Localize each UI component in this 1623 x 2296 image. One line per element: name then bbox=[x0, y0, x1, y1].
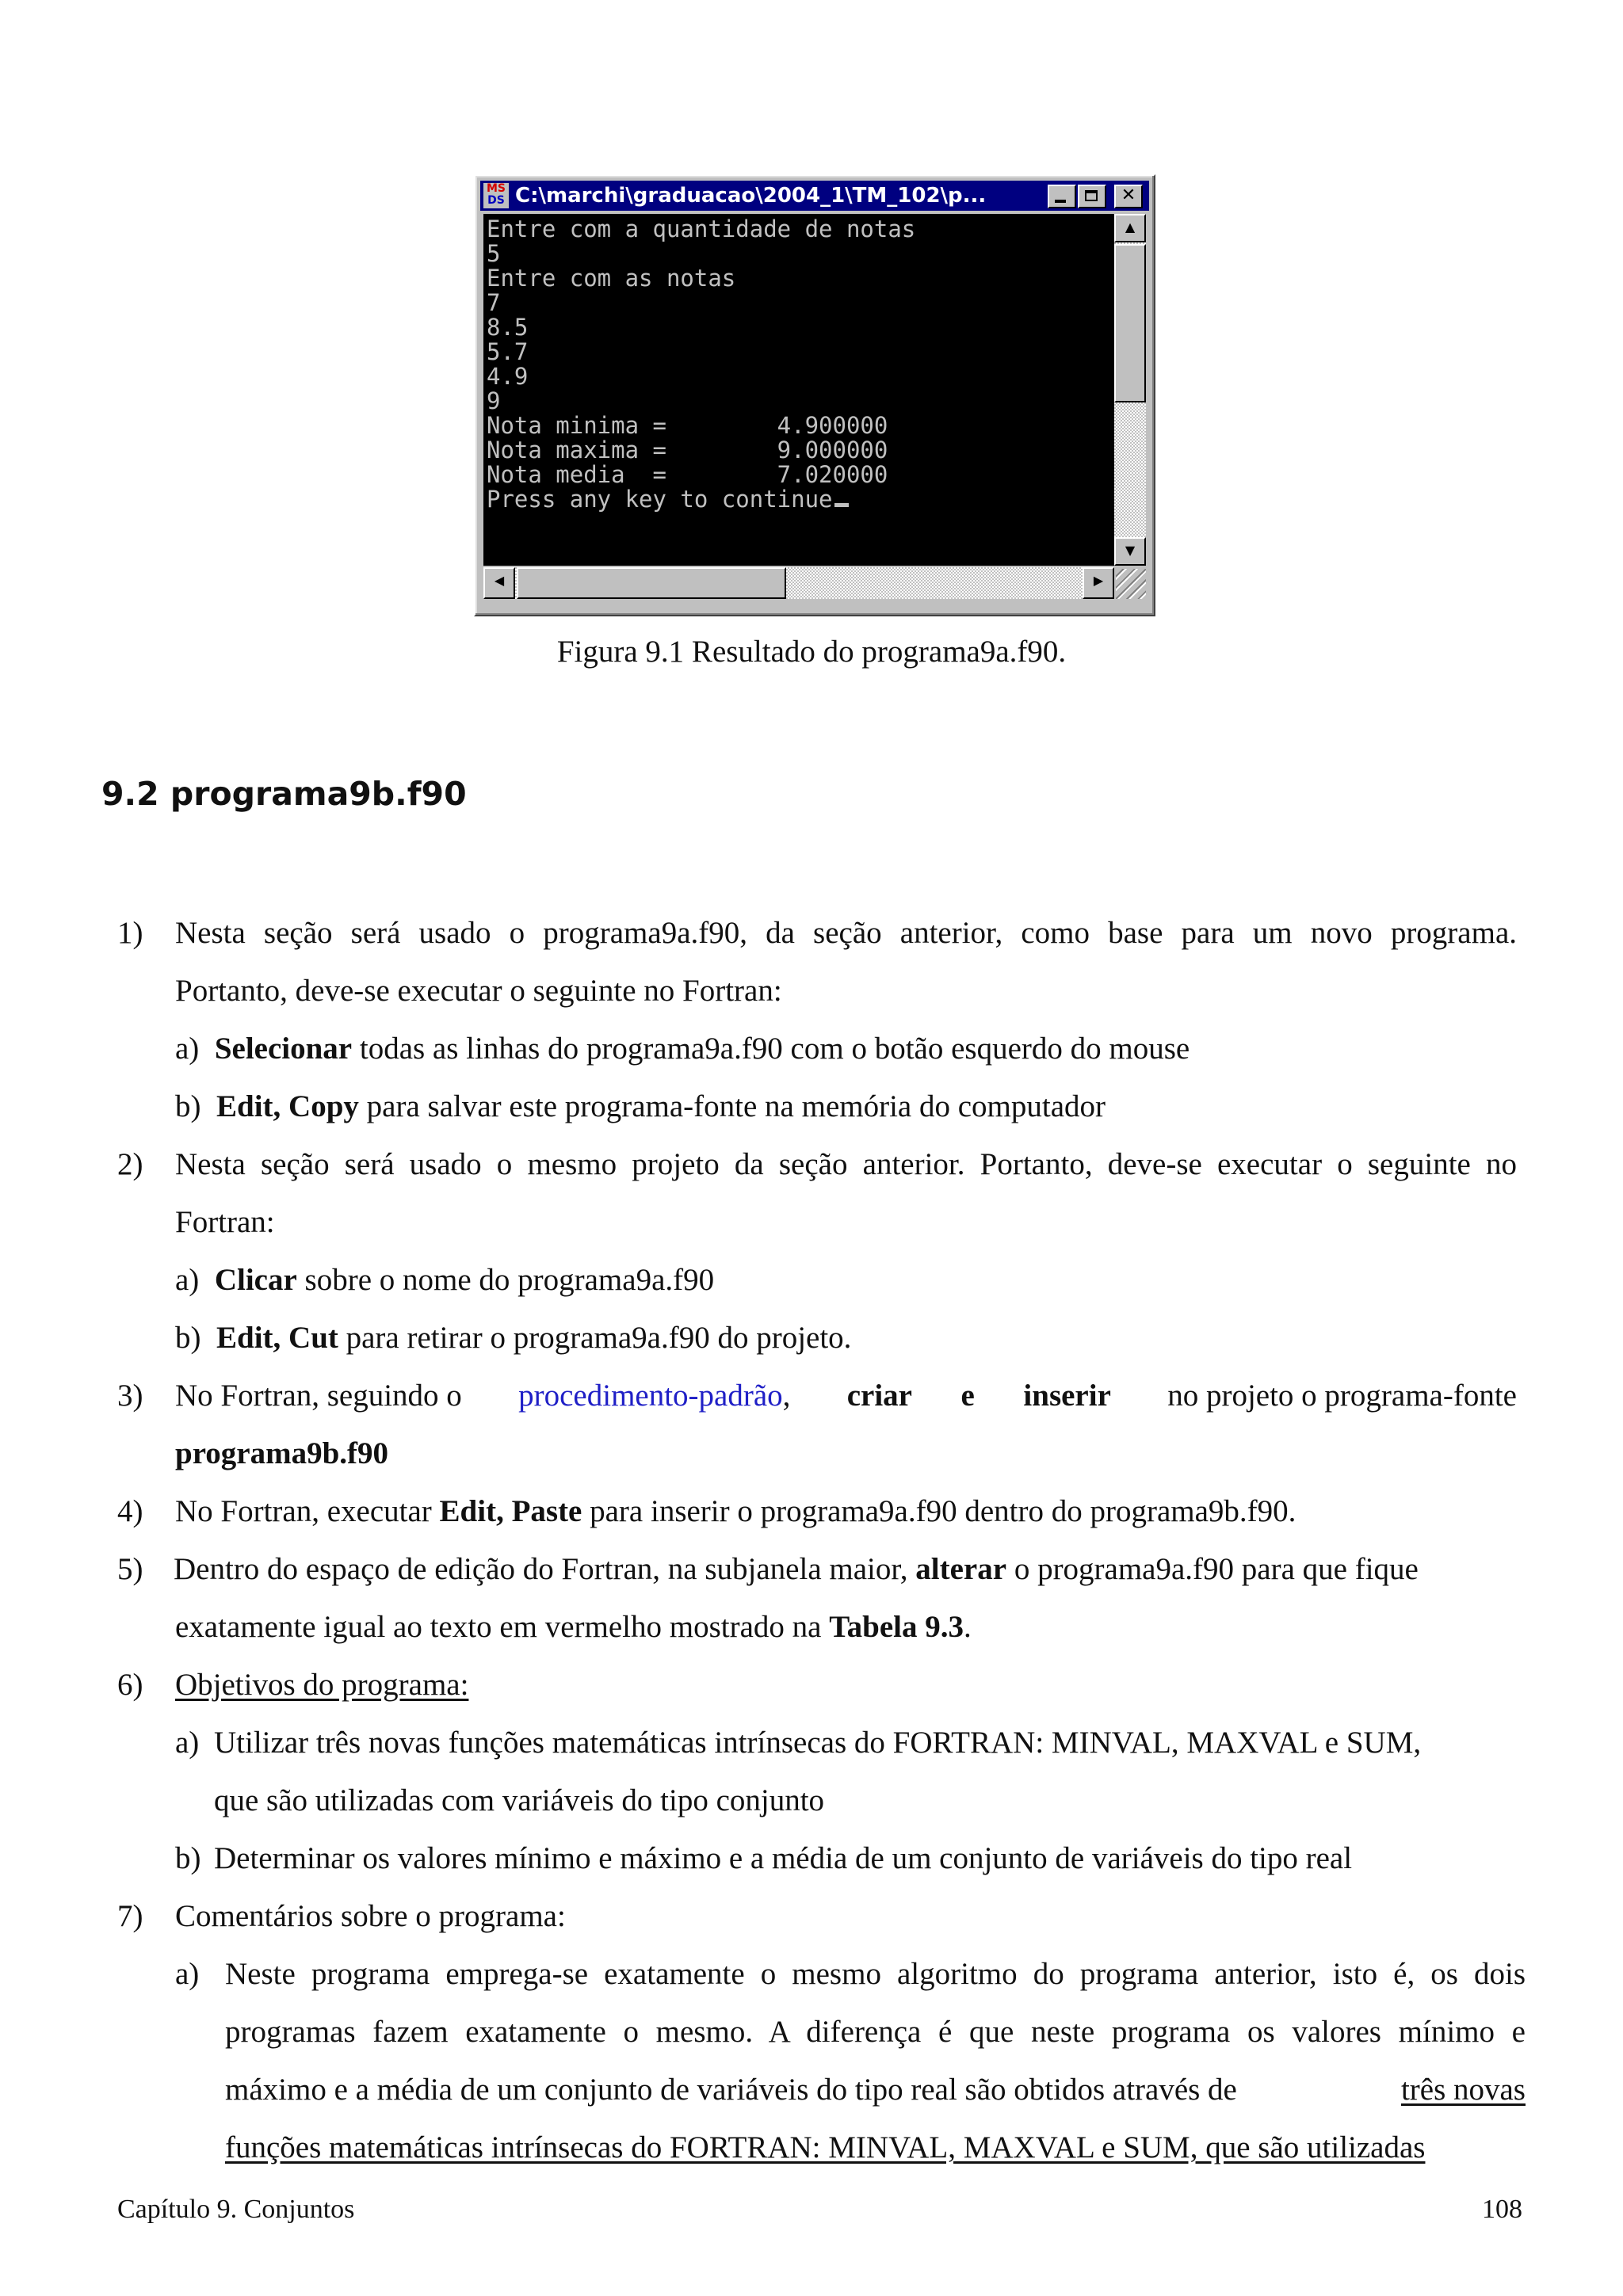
console-line: 8.5 bbox=[487, 314, 529, 341]
paragraph-line: Nesta seção será usado o programa9a.f90, da seção anterior, como base para um novo programa. bbox=[175, 916, 1517, 950]
paragraph-line bbox=[175, 1377, 1517, 1415]
paragraph-line bbox=[175, 1608, 972, 1646]
sub-item-label: a) bbox=[175, 1032, 200, 1066]
scroll-left-button[interactable] bbox=[483, 567, 515, 599]
text-run: . bbox=[964, 1610, 972, 1644]
console-line: 9 bbox=[487, 387, 501, 414]
section-heading: 9.2 programa9b.f90 bbox=[101, 775, 467, 813]
bold-term: Clicar bbox=[214, 1263, 297, 1297]
maximize-button[interactable] bbox=[1078, 185, 1106, 208]
window-title: C:\marchi\graduacao\2004_1\TM_102\p... bbox=[515, 184, 987, 208]
text-cursor bbox=[834, 503, 849, 507]
console-window-screenshot bbox=[474, 174, 1155, 616]
console-line: Nota media = 7.020000 bbox=[487, 461, 888, 488]
item-number: 7) bbox=[117, 1899, 143, 1933]
sub-item-label: a) bbox=[175, 1263, 200, 1297]
footer-chapter: Capítulo 9. Conjuntos bbox=[117, 2195, 355, 2224]
bold-term: alterar bbox=[915, 1552, 1007, 1586]
paragraph-line: programas fazem exatamente o mesmo. A diferença é que neste programa os valores mínimo e bbox=[225, 2015, 1526, 2049]
procedimento-padrao-link[interactable]: procedimento-padrão bbox=[518, 1379, 783, 1413]
scroll-right-button[interactable] bbox=[1083, 567, 1114, 599]
console-line: 7 bbox=[487, 289, 501, 316]
vertical-scrollbar[interactable] bbox=[1114, 214, 1146, 566]
maximize-icon bbox=[1085, 190, 1098, 201]
console-line: Entre com a quantidade de notas bbox=[487, 215, 916, 242]
sub-item bbox=[175, 1319, 851, 1357]
bold-term: criar bbox=[846, 1379, 912, 1413]
minimize-button[interactable] bbox=[1048, 185, 1076, 208]
paragraph-line bbox=[174, 1550, 1419, 1589]
text-run: No Fortran, executar bbox=[175, 1494, 440, 1528]
sub-item bbox=[175, 1261, 714, 1299]
scroll-up-button[interactable] bbox=[1114, 214, 1146, 242]
text-run: exatamente igual ao texto em vermelho mostrado na bbox=[175, 1610, 830, 1644]
bold-term: inserir bbox=[1023, 1379, 1111, 1413]
text-run: , bbox=[782, 1379, 799, 1413]
resize-grip-icon[interactable] bbox=[1116, 569, 1146, 599]
sub-item bbox=[175, 1088, 1106, 1126]
console-line: Entre com as notas bbox=[487, 265, 736, 292]
text-run: o programa9a.f90 para que fique bbox=[1006, 1552, 1419, 1586]
paragraph-line bbox=[175, 1435, 388, 1473]
underlined-text: funções matemáticas intrínsecas do FORTRAN: MINVAL, MAXVAL e SUM, que são utilizadas bbox=[225, 2130, 1426, 2164]
figure-caption: Figura 9.1 Resultado do programa9a.f90. bbox=[556, 635, 1067, 669]
paragraph-line: que são utilizadas com variáveis do tipo conjunto bbox=[214, 1783, 825, 1817]
paragraph-line bbox=[175, 1493, 1296, 1531]
bold-term: Edit, Cut bbox=[216, 1321, 338, 1355]
sub-item-label: a) bbox=[175, 1957, 200, 1991]
text-run-group bbox=[518, 1377, 798, 1415]
sub-item-label: b) bbox=[175, 1089, 201, 1123]
item-number: 3) bbox=[117, 1379, 143, 1413]
vertical-scroll-thumb[interactable] bbox=[1114, 244, 1146, 402]
scroll-down-button[interactable] bbox=[1114, 537, 1146, 566]
text-run: Dentro do espaço de edição do Fortran, na subjanela maior, bbox=[174, 1552, 916, 1586]
close-button[interactable] bbox=[1114, 185, 1143, 208]
console-line: 5 bbox=[487, 240, 501, 267]
console-prompt-line bbox=[487, 487, 1114, 512]
sub-item bbox=[175, 1030, 1190, 1068]
subsection-title bbox=[175, 1666, 468, 1704]
msdev-app-icon: MS DS bbox=[483, 183, 509, 208]
item-number: 2) bbox=[117, 1147, 143, 1181]
close-icon: ✕ bbox=[1121, 185, 1136, 205]
text-run: No Fortran, seguindo o bbox=[175, 1379, 470, 1413]
page-number: 108 bbox=[1482, 2195, 1522, 2224]
paragraph-line: Fortran: bbox=[175, 1205, 275, 1239]
paragraph-line: Neste programa emprega-se exatamente o mesmo algoritmo do programa anterior, isto é, os dois bbox=[225, 1957, 1526, 1991]
sub-item-text: todas as linhas do programa9a.f90 com o botão esquerdo do mouse bbox=[352, 1032, 1190, 1066]
paragraph-line: Utilizar três novas funções matemáticas intrínsecas do FORTRAN: MINVAL, MAXVAL e SUM, bbox=[214, 1726, 1422, 1760]
horizontal-scroll-thumb[interactable] bbox=[517, 567, 786, 599]
item-number: 1) bbox=[117, 916, 143, 950]
sub-item-label: a) bbox=[175, 1726, 200, 1760]
item-number: 4) bbox=[117, 1494, 143, 1528]
bold-term: Selecionar bbox=[214, 1032, 353, 1066]
text-run: no projeto o programa-fonte bbox=[1159, 1379, 1517, 1413]
arrow-right-icon: ▶ bbox=[1093, 573, 1104, 588]
paragraph-line bbox=[225, 2129, 1425, 2167]
console-line: Nota minima = 4.900000 bbox=[487, 412, 888, 439]
arrow-left-icon: ◀ bbox=[494, 573, 505, 588]
paragraph-line: Comentários sobre o programa: bbox=[175, 1899, 566, 1933]
underlined-title: Objetivos do programa: bbox=[175, 1668, 469, 1702]
sub-item-text: sobre o nome do programa9a.f90 bbox=[296, 1263, 715, 1297]
minimize-icon bbox=[1055, 200, 1066, 203]
sub-item-text: para salvar este programa-fonte na memória do computador bbox=[358, 1089, 1106, 1123]
console-output bbox=[483, 214, 1114, 566]
console-line: 4.9 bbox=[487, 363, 529, 390]
console-line: Nota maxima = 9.000000 bbox=[487, 437, 888, 463]
item-number: 5) bbox=[117, 1552, 143, 1586]
console-line: 5.7 bbox=[487, 338, 529, 365]
paragraph-line: Nesta seção será usado o mesmo projeto da seção anterior. Portanto, deve-se executar o seguinte no bbox=[175, 1147, 1517, 1181]
text-run: máximo e a média de um conjunto de variáveis do tipo real são obtidos através de bbox=[225, 2073, 1237, 2107]
tabela-reference: Tabela 9.3 bbox=[829, 1610, 964, 1644]
sub-item-label: b) bbox=[175, 1841, 201, 1875]
paragraph-line: Portanto, deve-se executar o seguinte no Fortran: bbox=[175, 974, 782, 1008]
bold-term: programa9b.f90 bbox=[175, 1436, 389, 1470]
underlined-text: três novas bbox=[1400, 2073, 1526, 2107]
text-run: para inserir o programa9a.f90 dentro do programa9b.f90. bbox=[582, 1494, 1296, 1528]
arrow-up-icon: ▲ bbox=[1125, 219, 1136, 235]
arrow-down-icon: ▼ bbox=[1125, 543, 1136, 558]
bold-term: Edit, Copy bbox=[216, 1089, 359, 1123]
horizontal-scrollbar[interactable] bbox=[483, 567, 1114, 599]
console-prompt: Press any key to continue bbox=[487, 486, 833, 513]
window-titlebar bbox=[480, 181, 1149, 211]
sub-item-label: b) bbox=[175, 1321, 201, 1355]
sub-item-text: para retirar o programa9a.f90 do projeto. bbox=[338, 1321, 852, 1355]
bold-term: e bbox=[960, 1379, 975, 1413]
paragraph-line: Determinar os valores mínimo e máximo e a média de um conjunto de variáveis do tipo real bbox=[214, 1841, 1353, 1875]
bold-term: Edit, Paste bbox=[439, 1494, 582, 1528]
item-number: 6) bbox=[117, 1668, 143, 1702]
paragraph-line bbox=[225, 2071, 1526, 2109]
